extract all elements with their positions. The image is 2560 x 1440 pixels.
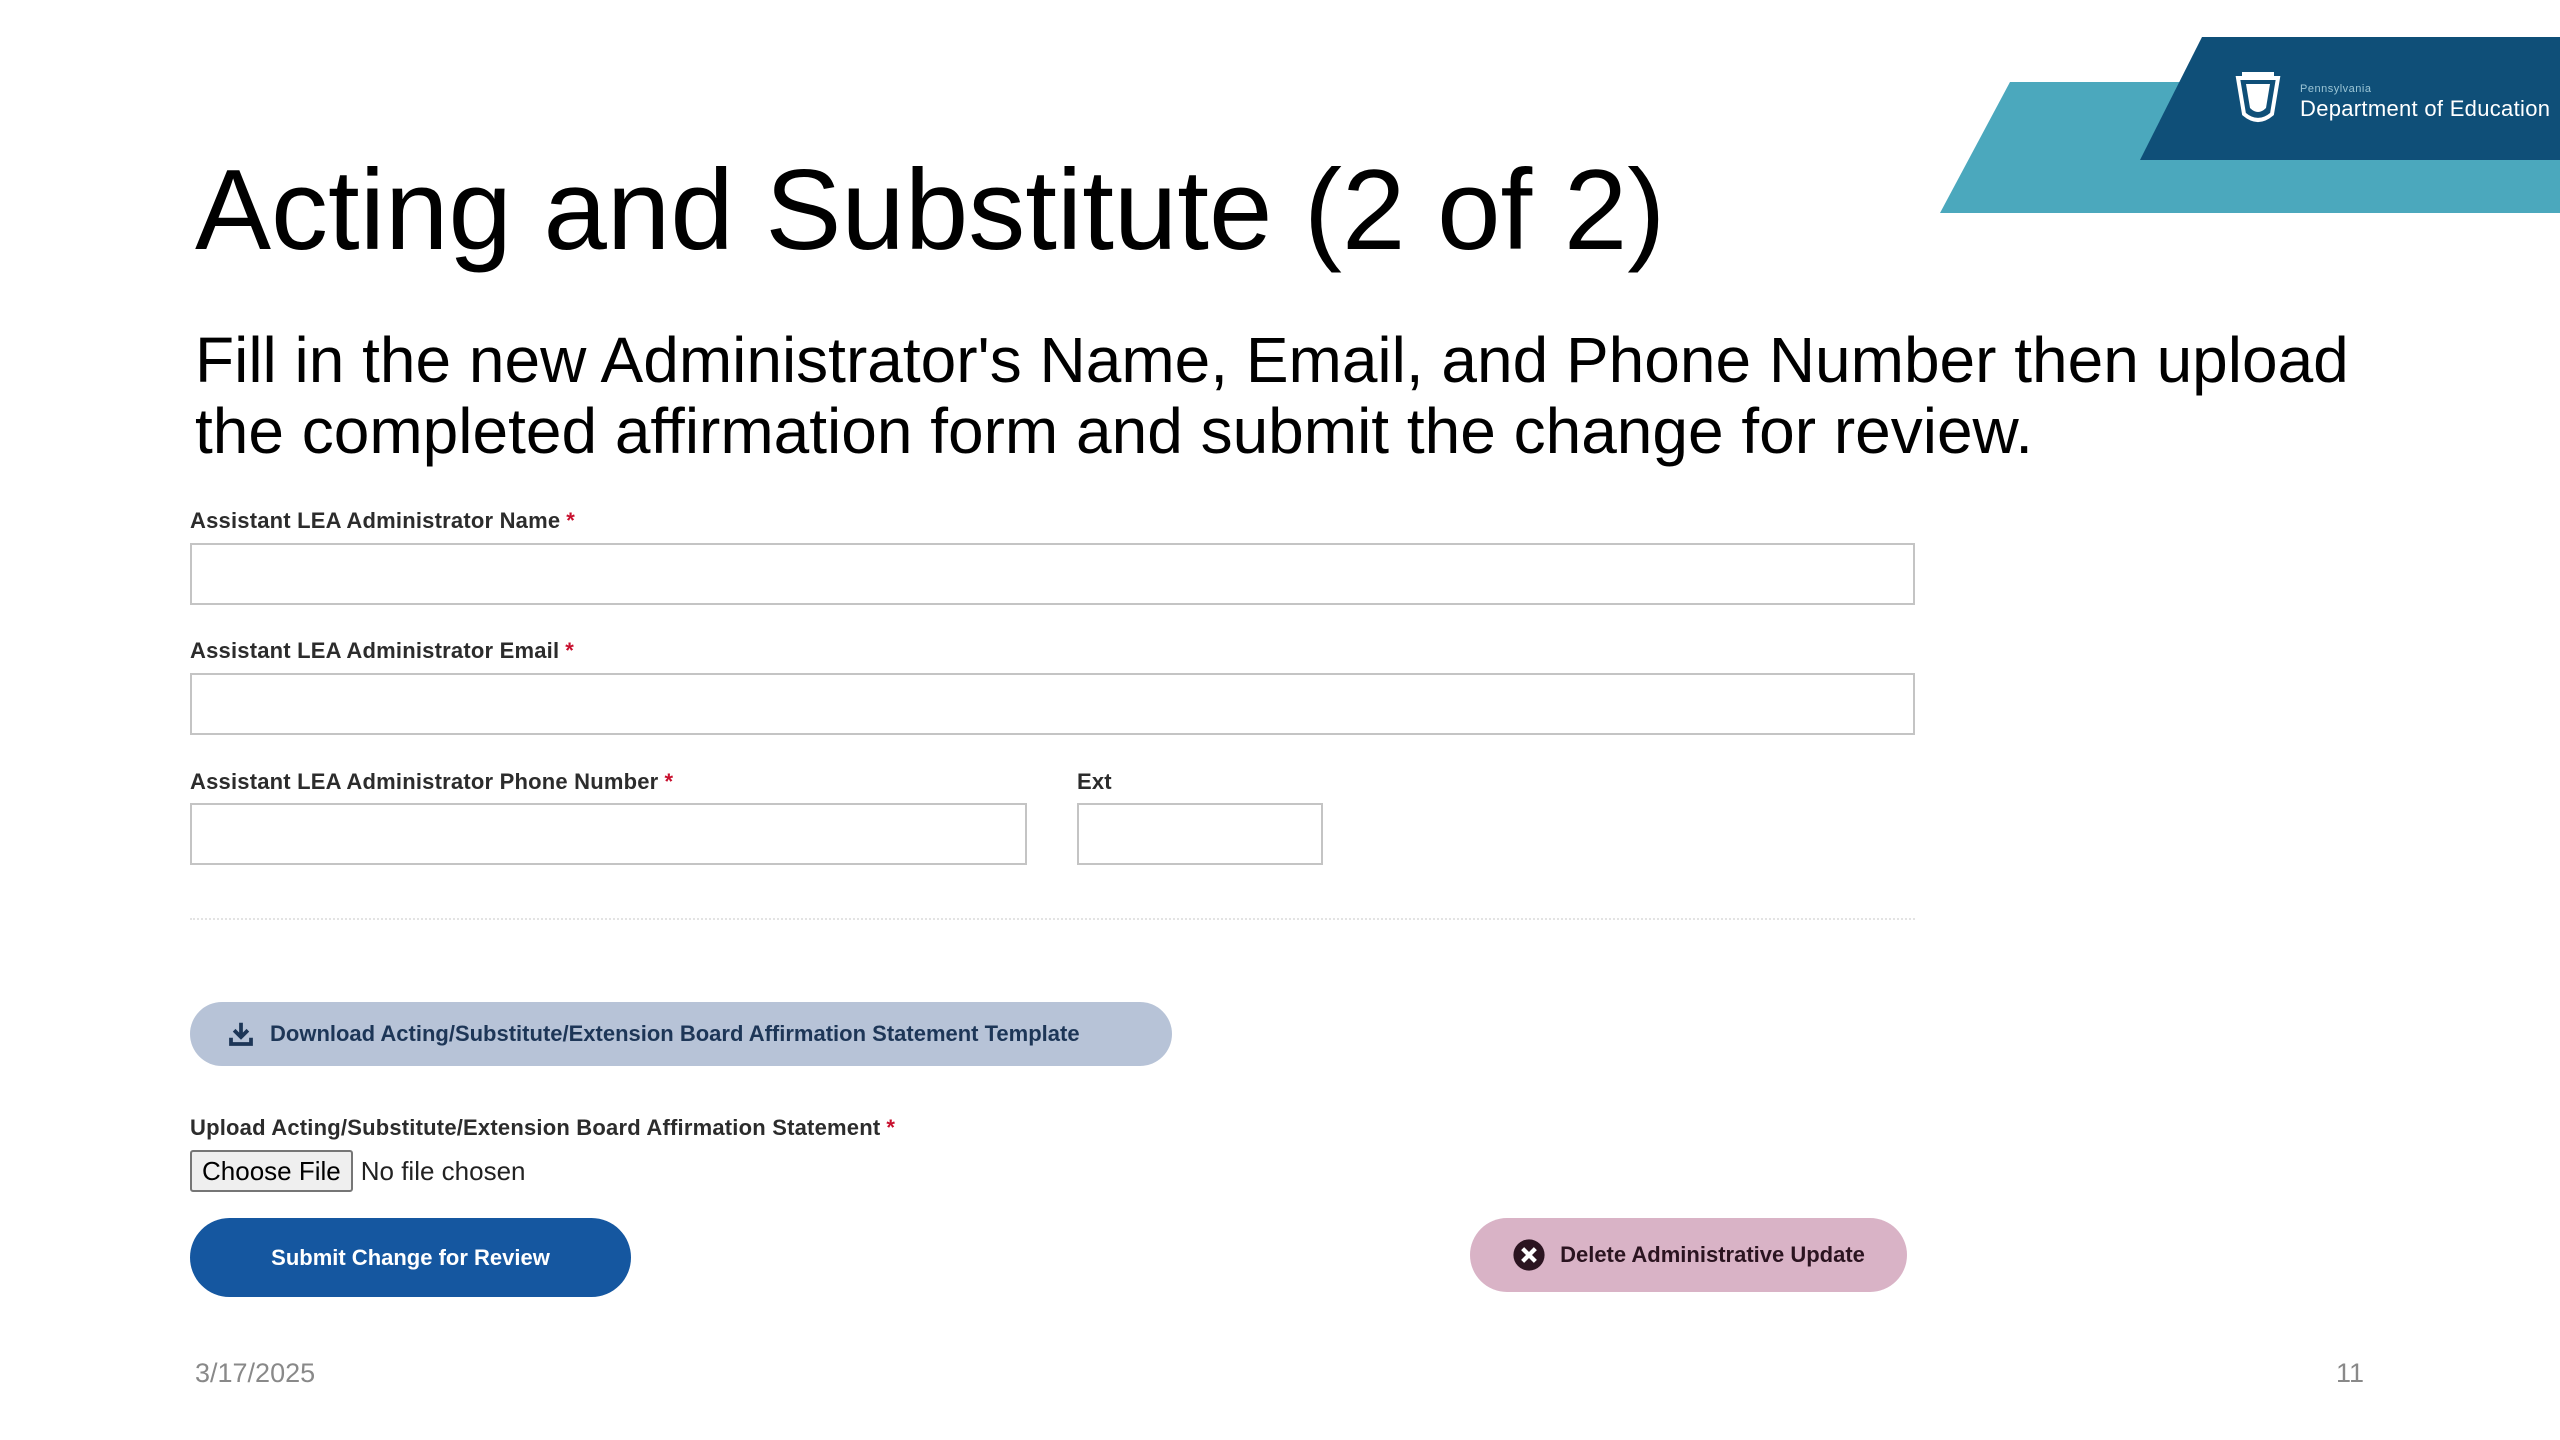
page-number: 11 [2335, 1358, 2364, 1388]
download-icon [226, 1019, 256, 1049]
file-upload [190, 1150, 526, 1192]
email-label [190, 638, 574, 664]
form-divider [190, 918, 1915, 920]
name-label [190, 508, 575, 534]
choose-file-button[interactable]: Choose File [190, 1150, 353, 1192]
slide-instructions: Fill in the new Administrator's Name, Email, and Phone Number then upload the completed affirmation form and submit the change for review. [195, 324, 2349, 467]
file-status: No file chosen [360, 1155, 526, 1186]
name-input[interactable] [190, 543, 1915, 605]
footer-date: 3/17/2025 [195, 1358, 316, 1388]
email-label-text: Assistant LEA Administrator Email [190, 638, 560, 663]
submit-change-button[interactable]: Submit Change for Review [190, 1218, 631, 1297]
phone-input[interactable] [190, 803, 1027, 865]
download-template-button[interactable] [190, 1002, 1172, 1066]
ext-input[interactable] [1077, 803, 1323, 865]
phone-label-text: Assistant LEA Administrator Phone Number [190, 769, 659, 794]
required-mark: * [566, 508, 576, 533]
slide-title: Acting and Substitute (2 of 2) [195, 147, 1666, 274]
required-mark: * [664, 769, 674, 794]
close-circle-icon [1512, 1238, 1546, 1272]
delete-update-button[interactable] [1470, 1218, 1907, 1292]
required-mark: * [565, 638, 575, 663]
ext-label: Ext [1077, 769, 1112, 794]
required-mark: * [886, 1115, 896, 1140]
keystone-logo-icon [2232, 70, 2284, 128]
download-template-label: Download Acting/Substitute/Extension Board Affirmation Statement Template [270, 1021, 1080, 1046]
upload-label [190, 1115, 895, 1141]
brand-state: Pennsylvania [2300, 83, 2372, 95]
brand-department: Department of Education [2300, 96, 2551, 121]
name-label-text: Assistant LEA Administrator Name [190, 508, 561, 533]
upload-label-text: Upload Acting/Substitute/Extension Board Affirmation Statement [190, 1115, 881, 1140]
email-input[interactable] [190, 673, 1915, 735]
delete-update-label: Delete Administrative Update [1560, 1242, 1865, 1267]
phone-label [190, 769, 673, 795]
